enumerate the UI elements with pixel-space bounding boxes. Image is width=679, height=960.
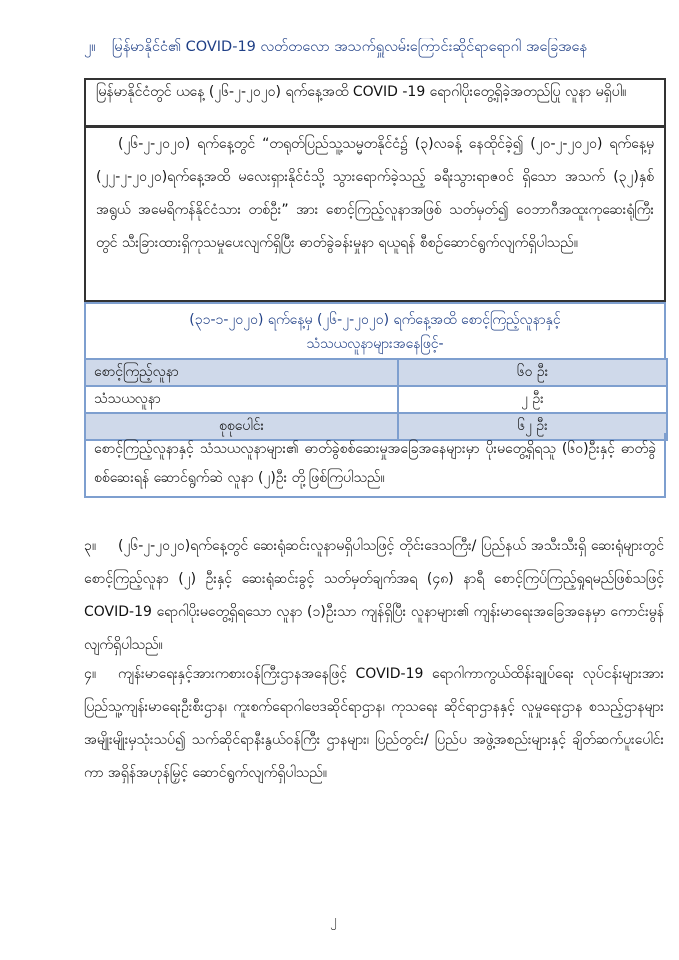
table-row (85, 386, 667, 413)
paragraph-number: ၃။ (84, 538, 97, 554)
row-value: ၂ ဦး (398, 386, 667, 413)
paragraph-text: ကျန်းမာရေးနှင့်အားကစားဝန်ကြီးဌာနအနေဖြင့် COVID-19 ရောဂါကာကွယ်ထိန်းချုပ်ရေး လုပ်ငန်းများအား ပြည်သူ့ကျန်းမာရေးဦးစီးဌာန၊ ကူးစက်ရောဂါဗေဒဆိုင်ရာဌာန၊ ကုသရေး ဆိုင်ရာဌာနနှင့် လူမှုရေးဌာန စသည့်ဌာနများ အမျိုးမျိုးမှသုံးသပ်၍ သက်ဆိုင်ရာနီးနွယ်ဝန်ကြီး ဌာနများ၊ ပြည်တွင်း/ ပြည်ပ အဖွဲ့အစည်းများနှင့် ချိတ်ဆက်ပူးပေါင်းကာ အရှိန်အဟုန်မြှင့် ဆောင်ရွက်လျက်ရှိပါသည်။ (84, 666, 664, 781)
current-status-text: မြန်မာနိုင်ငံတွင် ယနေ့ (၂၆-၂-၂၀၂၀) ရက်နေ့အထိ COVID -19 ရောဂါပိုးတွေ့ရှိခဲ့အတည်ပြု လူနာ မရှိပါ။ (96, 84, 627, 100)
new-case-box (84, 126, 666, 302)
row-value: ၆၀ ဦး (398, 359, 667, 386)
new-case-text: (၂၆-၂-၂၀၂၀) ရက်နေ့တွင် “တရုတ်ပြည်သူ့သမ္မတနိုင်ငံ၌ (၃)လခန့် နေထိုင်ခဲ့၍ (၂၀-၂-၂၀၂၀) ရက်နေ့မှ (၂၂-၂-၂၀၂၀)ရက်နေ့အထိ မလေးရှားနိုင်ငံသို့ သွားရောက်ခဲ့သည့် ခရီးသွားရာဇဝင် ရှိသော အသက် (၃၂)နှစ်အရွယ် အမေရိကန်နိုင်ငံသား တစ်ဦး” အား စောင့်ကြည့်လူနာအဖြစ် သတ်မှတ်၍ ဝေဘာဂီအထူးကုဆေးရုံကြီးတွင် သီးခြားထားရှိကုသမှုပေးလျက်ရှိပြီး ဓာတ်ခွဲခန်းမှုနာ ရယူရန် စီစဉ်ဆောင်ရွက်လျက်ရှိပါသည်။ (96, 136, 654, 251)
current-status-box (84, 78, 666, 127)
section-number: ၂။ (84, 39, 96, 55)
row-value: ၆၂ ဦး (398, 413, 667, 440)
paragraph-number: ၄။ (84, 666, 97, 682)
paragraph-text: (၂၆-၂-၂၀၂၀)ရက်နေ့တွင် ဆေးရုံဆင်းလူနာမရှိပါသဖြင့် တိုင်းဒေသကြီး/ ပြည်နယ် အသီးသီးရှိ ဆေးရုံများတွင် စောင့်ကြည့်လူနာ (၂) ဦးနှင့် ဆေးရုံဆင်းခွင့် သတ်မှတ်ချက်အရ (၄၈) နာရီ စောင့်ကြပ်ကြည့်ရှုရမည်ဖြစ်သဖြင့် COVID-19 ရောဂါပိုးမတွေ့ရှိရသော လူနာ (၁)ဦးသာ ကျန်ရှိပြီး လူနာများ၏ ကျန်းမာရေးအခြေအနေမှာ ကောင်းမွန်လျက်ရှိပါသည်။ (84, 538, 664, 653)
page-number: ၂ (330, 913, 337, 928)
test-status-note: စောင့်ကြည့်လူနာနှင့် သံသယလူနာများ၏ ဓာတ်ခွဲစစ်ဆေးမှုအခြေအနေများမှာ ပိုးမတွေ့ရှိရသူ (၆၀)ဦးနှင့် ဓာတ်ခွဲစစ်ဆေးရန် ဆောင်ရွက်ဆဲ လူနာ (၂)ဦး တို့ဖြစ်ကြပါသည်။ (84, 433, 666, 498)
table-row (85, 359, 667, 386)
counts-table-title-line1: (၃၁-၁-၂၀၂၀) ရက်နေ့မှ (၂၆-၂-၂၀၂၀) ရက်နေ့အထိ စောင့်ကြည့်လူနာနှင့် (189, 312, 561, 328)
section-title: မြန်မာနိုင်ငံ၏ COVID-19 လတ်တလော အသက်ရှူလမ်းကြောင်းဆိုင်ရာရောဂါ အခြေအနေ (112, 39, 587, 55)
paragraph-4 (84, 658, 664, 790)
row-label: သံသယလူနာ (85, 386, 398, 413)
row-label: စောင့်ကြည့်လူနာ (85, 359, 398, 386)
counts-table-title-line2: သံသယလူနာများအနေဖြင့်- (306, 336, 444, 352)
counts-table-title (84, 302, 666, 358)
row-label: စုစုပေါင်း (85, 413, 398, 440)
paragraph-3 (84, 530, 664, 662)
patient-counts-table (84, 358, 668, 441)
section-heading (84, 38, 664, 59)
